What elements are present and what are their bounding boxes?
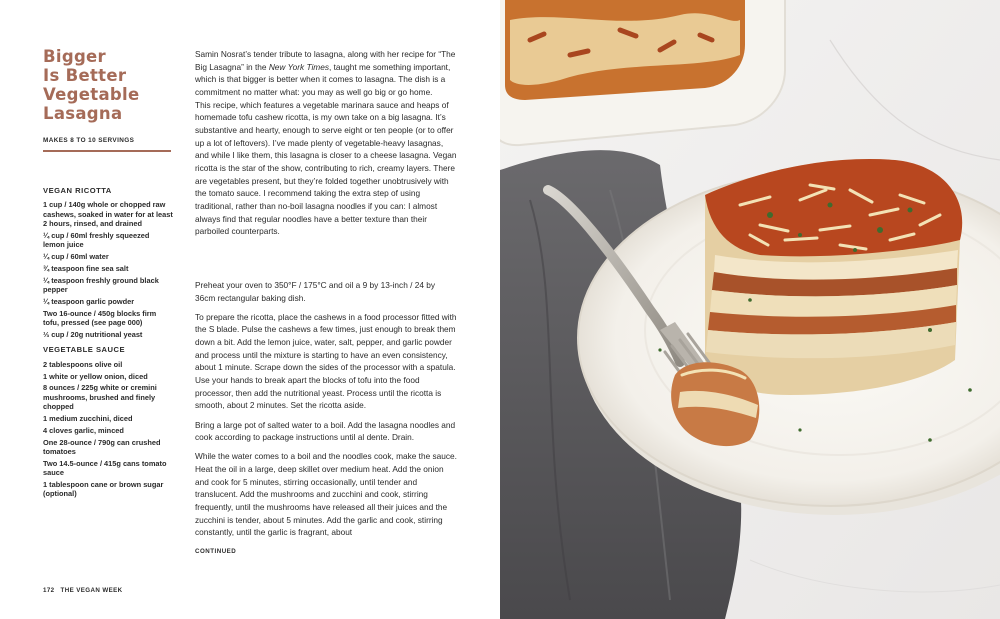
ingredient-item: ¾ teaspoon fine sea salt bbox=[43, 263, 129, 273]
ingredient-item: One 28-ounce / 790g can crushed tomatoes bbox=[43, 437, 161, 456]
ingredient-item: 1 white or yellow onion, diced bbox=[43, 371, 148, 381]
page-number: 172 bbox=[43, 587, 55, 594]
method-step: Bring a large pot of salted water to a boil. Add the lasagna noodles and cook according to package instructions until al dente. Drain. bbox=[195, 419, 456, 443]
headnote bbox=[195, 48, 457, 238]
ingredient-item: 1 tablespoon cane or brown sugar (optional) bbox=[43, 480, 164, 499]
photo-illustration bbox=[500, 0, 1000, 619]
ingredient-item: ¼ teaspoon freshly ground black pepper bbox=[43, 275, 159, 295]
publication-name: New York Times bbox=[268, 61, 329, 72]
ingredient-item: ¼ teaspoon garlic powder bbox=[43, 296, 135, 306]
ingredients-heading: VEGAN RICOTTA bbox=[43, 186, 112, 195]
ingredients-list bbox=[43, 186, 173, 501]
book-section: THE VEGAN WEEK bbox=[60, 587, 123, 594]
title-line: Is Better bbox=[43, 66, 127, 85]
ingredient-item: ¼ cup / 60ml water bbox=[43, 251, 109, 261]
ingredient-item: ¼ cup / 60ml freshly squeezed lemon juice bbox=[43, 230, 150, 250]
ingredient-item: Two 16-ounce / 450g blocks firm tofu, pressed (see page 000) bbox=[43, 308, 157, 328]
title-rule bbox=[43, 150, 171, 152]
page-footer bbox=[43, 587, 123, 594]
headnote-paragraph bbox=[195, 48, 457, 99]
ingredient-item: 2 tablespoons olive oil bbox=[43, 359, 123, 369]
headnote-text: , taught me something important, which is that bigger is better when it comes to lasagna. The dish is a commitment no matter what: you may as well go big or go home. bbox=[195, 61, 451, 97]
ingredient-item: 1 medium zucchini, diced bbox=[43, 413, 133, 423]
yield-label: MAKES 8 TO 10 SERVINGS bbox=[43, 137, 135, 144]
headnote-text: Samin Nosrat’s tender tribute to lasagna, along with her recipe for “The Big Lasagna” in the bbox=[195, 49, 456, 72]
method-step: Preheat your oven to 350°F / 175°C and oil a 9 by 13-inch / 24 by 36cm rectangular baking dish. bbox=[195, 280, 436, 303]
recipe-title bbox=[43, 47, 183, 123]
ingredient-item: 1 cup / 140g whole or chopped raw cashews, soaked in water for at least 2 hours, rinsed, and drained bbox=[43, 200, 173, 228]
method-steps bbox=[195, 279, 457, 545]
method-step: To prepare the ricotta, place the cashews in a food processor fitted with the S blade. Pulse the cashews a few times, just enough to break them down a bit. Add the lemon juice, water, salt, pepper, and garlic powder and process until the mixture is starting to have an even consistency, about 1 minute. Scrape down the sides of the processor with a spatula. Use your hands to break apart the blocks of tofu into the food processor, then add the nutritional yeast. Process until the ricotta is smooth, about 2 minutes. Set the ricotta aside. bbox=[195, 311, 457, 411]
ingredient-item: 8 ounces / 225g white or cremini mushrooms, brushed and finely chopped bbox=[43, 383, 157, 411]
method-step: While the water comes to a boil and the noodles cook, make the sauce. Heat the oil in a large, deep skillet over medium heat. Add the onion and cook for 5 minutes, stirring occasionally, until tender and translucent. Add the mushrooms and zucchini and cook, stirring frequently, until the mushrooms have released all their juices and the zucchini is tender, about 5 minutes. Add the garlic and cook, stirring constantly, until the garlic is fragrant, about bbox=[195, 451, 457, 538]
ingredient-item: 4 cloves garlic, minced bbox=[43, 425, 124, 435]
title-line: Vegetable bbox=[43, 85, 140, 104]
ingredients-heading: VEGETABLE SAUCE bbox=[43, 345, 126, 355]
title-line: Bigger bbox=[43, 47, 106, 66]
headnote-paragraph: This recipe, which features a vegetable marinara sauce and heaps of homemade tofu cashew ricotta, is my own take on a big lasagna. It’s substantive and hearty, enough to serve eight or ten people (or to offer up a lot of leftovers). I’ve made plenty of vegetable-heavy lasagnas, and while I like them, this lasagna is closer to a cheese lasagna. Vegan ricotta is the star of the show, contributing to rich, creamy layers. There are vegetables present, but they’re folded together unobtrusively with the tomato sauce. I recommend taking the extra step of using traditional, rather than no-boil lasagna noodles if you can: I almost always find that regular noodles have a better texture than their parboiled counterparts. bbox=[195, 99, 457, 237]
ingredient-item: Two 14.5-ounce / 415g cans tomato sauce bbox=[43, 458, 167, 478]
lasagna-photo bbox=[500, 0, 1000, 619]
ingredient-item: ⅓ cup / 20g nutritional yeast bbox=[43, 330, 143, 340]
continued-label: CONTINUED bbox=[195, 548, 237, 555]
title-line: Lasagna bbox=[43, 104, 123, 123]
